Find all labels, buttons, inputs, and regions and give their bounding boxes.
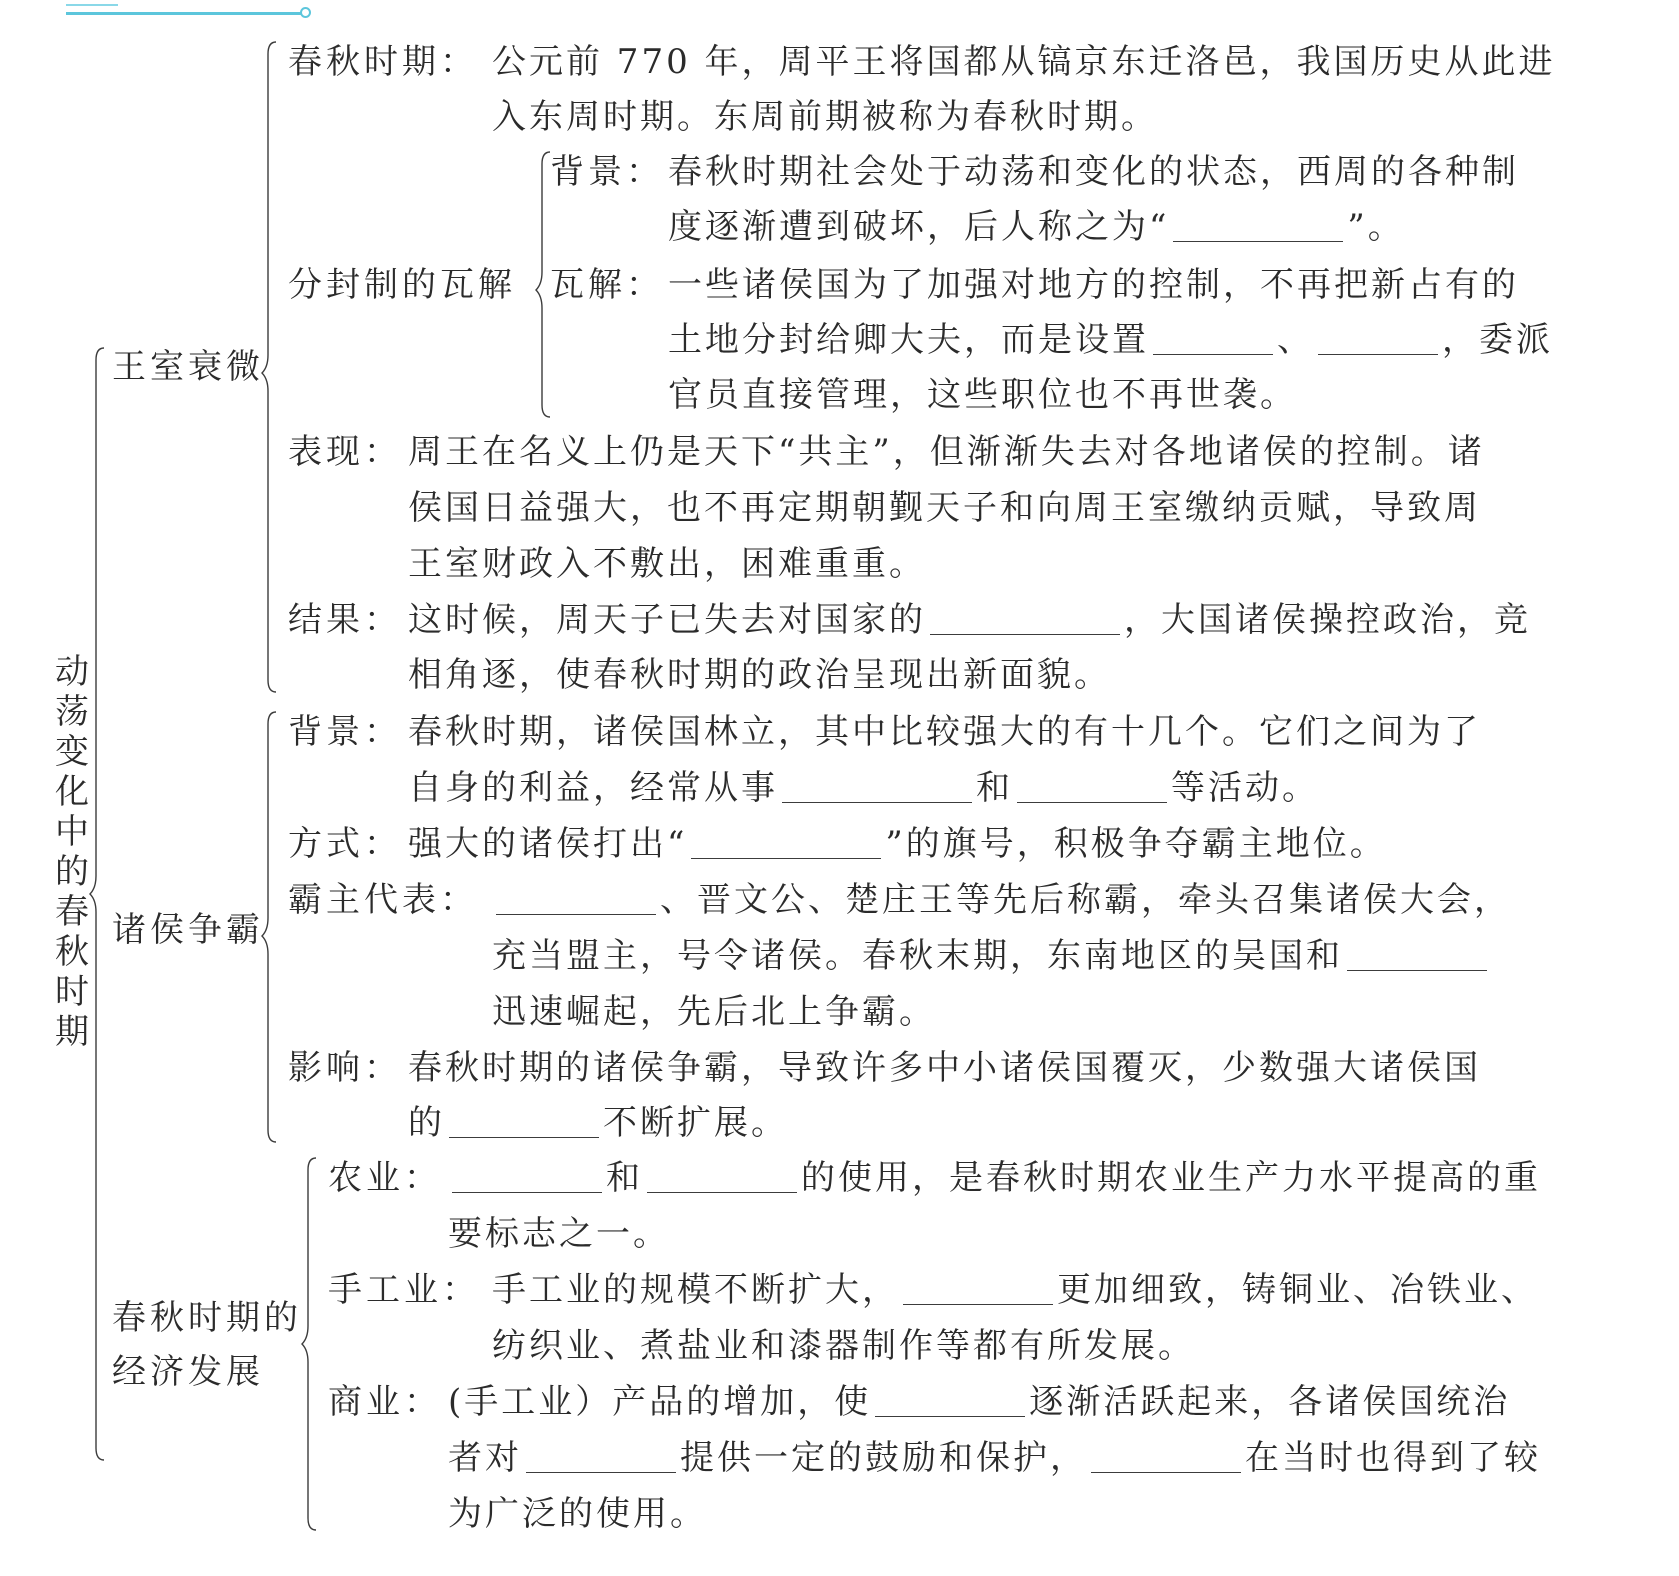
nongye-text-1: 和 的使用，是春秋时期农业生产力水平提高的重 (448, 1158, 1541, 1198)
yingxiang-text-1: 春秋时期的诸侯争霸，导致许多中小诸侯国覆灭，少数强大诸侯国 (408, 1048, 1481, 1088)
wangshi-brace (262, 42, 278, 692)
shougong-text-1: 手工业的规模不断扩大， 更加细致，铸铜业、冶铁业、 (492, 1270, 1538, 1310)
fenfeng-wajie-text-1: 一些诸侯国为了加强对地方的控制，不再把新占有的 (668, 265, 1519, 305)
shangye-label: 商业： (328, 1382, 442, 1422)
nongye-label: 农业： (328, 1158, 442, 1198)
nongye-text-2: 要标志之一。 (448, 1214, 670, 1254)
blank-fill (930, 604, 1120, 635)
fenfeng-wajie-label: 瓦解： (550, 265, 664, 305)
shangye-text-1: (手工业）产品的增加，使 逐渐活跃起来，各诸侯国统治 (448, 1382, 1511, 1422)
fenfeng-wajie-text-3: 官员直接管理，这些职位也不再世袭。 (668, 375, 1297, 415)
fenfeng-label: 分封制的瓦解 (288, 265, 516, 305)
yingxiang-text-2: 的 不断扩展。 (408, 1103, 788, 1143)
shangye-text-2: 者对 提供一定的鼓励和保护， 在当时也得到了较 (448, 1438, 1541, 1478)
jieguo-text-1: 这时候，周天子已失去对国家的 ，大国诸侯操控政治，竞 (408, 600, 1531, 640)
blank-fill (496, 884, 656, 915)
fenfeng-beijing-text-1: 春秋时期社会处于动荡和变化的状态，西周的各种制 (668, 152, 1519, 192)
section-title-zhuhou: 诸侯争霸 (112, 910, 264, 950)
bazhu-label: 霸主代表： (288, 880, 478, 920)
blank-fill (449, 1107, 599, 1138)
fenfeng-beijing-text-2: 度逐渐遭到破坏，后人称之为“ ”。 (668, 207, 1405, 247)
root-title: 动荡变化中的春秋时期 (55, 652, 89, 1052)
jingji-brace (302, 1158, 318, 1530)
shangye-text-3: 为广泛的使用。 (448, 1494, 707, 1534)
blank-fill (647, 1162, 797, 1193)
biaoxian-text-3: 王室财政入不敷出，困难重重。 (408, 544, 926, 584)
shougong-text-2: 纺织业、煮盐业和漆器制作等都有所发展。 (492, 1326, 1195, 1366)
blank-fill (691, 828, 881, 859)
blank-fill (875, 1386, 1025, 1417)
header-rule-dot (300, 7, 311, 18)
jieguo-text-2: 相角逐，使春秋时期的政治呈现出新面貌。 (408, 655, 1111, 695)
blank-fill (452, 1162, 602, 1193)
zhuhou-beijing-text-1: 春秋时期，诸侯国林立，其中比较强大的有十几个。它们之间为了 (408, 712, 1481, 752)
zhuhou-beijing-label: 背景： (288, 712, 402, 752)
section-title-jingji-2: 经济发展 (112, 1352, 264, 1392)
chunqiu-label: 春秋时期： (288, 42, 478, 82)
blank-fill (1347, 940, 1487, 971)
blank-fill (1091, 1442, 1241, 1473)
yingxiang-label: 影响： (288, 1048, 402, 1088)
fenfeng-beijing-label: 背景： (550, 152, 664, 192)
chunqiu-text-1: 公元前 770 年，周平王将国都从镐京东迁洛邑，我国历史从此进 (492, 42, 1556, 82)
blank-fill (1153, 324, 1273, 355)
zhuhou-beijing-text-2: 自身的利益，经常从事 和 等活动。 (408, 768, 1319, 808)
section-title-jingji-1: 春秋时期的 (112, 1298, 302, 1338)
root-brace (90, 348, 106, 1460)
section-title-wangshi: 王室衰微 (112, 347, 264, 387)
jieguo-label: 结果： (288, 600, 402, 640)
bazhu-text-3: 迅速崛起，先后北上争霸。 (492, 992, 936, 1032)
header-rule (66, 12, 306, 15)
fangshi-text: 强大的诸侯打出“ ”的旗号，积极争夺霸主地位。 (408, 824, 1387, 864)
chunqiu-text-2: 入东周时期。东周前期被称为春秋时期。 (492, 97, 1158, 137)
header-accent-line (66, 4, 118, 6)
fangshi-label: 方式： (288, 824, 402, 864)
zhuhou-brace (262, 712, 278, 1142)
shougong-label: 手工业： (328, 1270, 480, 1310)
blank-fill (903, 1274, 1053, 1305)
blank-fill (1173, 211, 1343, 242)
bazhu-text-1: 、晋文公、楚庄王等先后称霸，牵头召集诸侯大会， (492, 880, 1511, 920)
blank-fill (782, 772, 972, 803)
blank-fill (1318, 324, 1438, 355)
blank-fill (1017, 772, 1167, 803)
bazhu-text-2: 充当盟主，号令诸侯。春秋末期，东南地区的吴国和 (492, 936, 1491, 976)
fenfeng-wajie-text-2: 土地分封给卿大夫，而是设置 、 ，委派 (668, 320, 1553, 360)
biaoxian-text-1: 周王在名义上仍是天下“共主”，但渐渐失去对各地诸侯的控制。诸 (408, 432, 1485, 472)
biaoxian-label: 表现： (288, 432, 402, 472)
blank-fill (526, 1442, 676, 1473)
biaoxian-text-2: 侯国日益强大，也不再定期朝觐天子和向周王室缴纳贡赋，导致周 (408, 488, 1481, 528)
